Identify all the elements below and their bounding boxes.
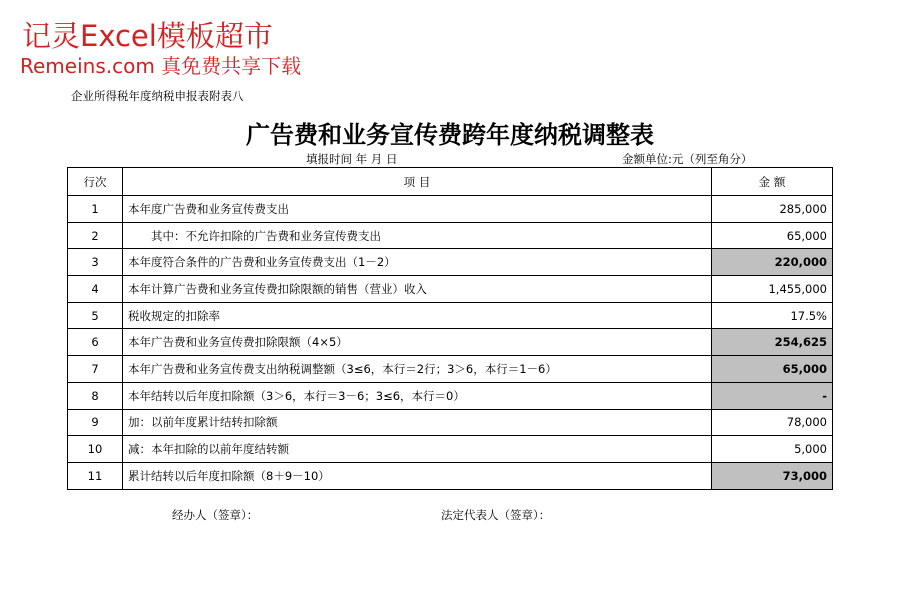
amount-cell[interactable]: 285,000: [712, 196, 833, 223]
amount-unit-label: 金额单位:元（列至角分）: [622, 152, 753, 166]
column-header-amount[interactable]: 金 额: [712, 168, 833, 196]
amount-cell[interactable]: -: [712, 382, 833, 409]
amount-cell[interactable]: 220,000: [712, 249, 833, 276]
table-row: [68, 222, 833, 249]
row-number-cell[interactable]: 8: [68, 382, 123, 409]
adjustment-table: [67, 167, 833, 490]
watermark-site: Remeins.com 真免费共享下载: [20, 54, 302, 78]
table-row: [68, 249, 833, 276]
row-number-cell[interactable]: 11: [68, 462, 123, 489]
item-cell[interactable]: 本年结转以后年度扣除额（3＞6，本行＝3－6；3≤6，本行＝0）: [123, 382, 712, 409]
item-cell[interactable]: 其中：不允许扣除的广告费和业务宣传费支出: [123, 222, 712, 249]
amount-cell[interactable]: 65,000: [712, 222, 833, 249]
item-cell[interactable]: 减：本年扣除的以前年度结转额: [123, 436, 712, 463]
table-row: [68, 462, 833, 489]
item-cell[interactable]: 累计结转以后年度扣除额（8＋9－10）: [123, 462, 712, 489]
form-title: 广告费和业务宣传费跨年度纳税调整表: [246, 120, 654, 149]
item-cell[interactable]: 本年度广告费和业务宣传费支出: [123, 196, 712, 223]
legal-rep-signature-label: 法定代表人（签章）：: [441, 508, 551, 522]
table-header-row: [68, 168, 833, 196]
row-number-cell[interactable]: 3: [68, 249, 123, 276]
amount-cell[interactable]: 17.5%: [712, 302, 833, 329]
row-number-cell[interactable]: 10: [68, 436, 123, 463]
row-number-cell[interactable]: 7: [68, 356, 123, 383]
row-number-cell[interactable]: 1: [68, 196, 123, 223]
item-cell[interactable]: 本年计算广告费和业务宣传费扣除限额的销售（营业）收入: [123, 276, 712, 303]
fill-date-label: 填报时间 年 月 日: [306, 152, 398, 166]
column-header-item[interactable]: 项 目: [123, 168, 712, 196]
table-row: [68, 436, 833, 463]
table-row: [68, 196, 833, 223]
amount-cell[interactable]: 78,000: [712, 409, 833, 436]
item-cell[interactable]: 本年度符合条件的广告费和业务宣传费支出（1－2）: [123, 249, 712, 276]
row-number-cell[interactable]: 4: [68, 276, 123, 303]
table-row: [68, 329, 833, 356]
item-cell[interactable]: 加：以前年度累计结转扣除额: [123, 409, 712, 436]
handler-signature-label: 经办人（签章）：: [172, 508, 259, 522]
table-row: [68, 276, 833, 303]
form-reference: 企业所得税年度纳税申报表附表八: [71, 89, 244, 103]
item-cell[interactable]: 本年广告费和业务宣传费支出纳税调整额（3≤6，本行＝2行；3＞6，本行＝1－6）: [123, 356, 712, 383]
amount-cell[interactable]: 254,625: [712, 329, 833, 356]
table-row: [68, 409, 833, 436]
amount-cell[interactable]: 73,000: [712, 462, 833, 489]
row-number-cell[interactable]: 9: [68, 409, 123, 436]
row-number-cell[interactable]: 5: [68, 302, 123, 329]
amount-cell[interactable]: 65,000: [712, 356, 833, 383]
item-cell[interactable]: 税收规定的扣除率: [123, 302, 712, 329]
amount-cell[interactable]: 5,000: [712, 436, 833, 463]
amount-cell[interactable]: 1,455,000: [712, 276, 833, 303]
item-cell[interactable]: 本年广告费和业务宣传费扣除限额（4×5）: [123, 329, 712, 356]
column-header-row-no[interactable]: 行次: [68, 168, 123, 196]
watermark-brand: 记灵Excel模板超市: [22, 19, 273, 53]
row-number-cell[interactable]: 6: [68, 329, 123, 356]
row-number-cell[interactable]: 2: [68, 222, 123, 249]
table-row: [68, 356, 833, 383]
table-row: [68, 382, 833, 409]
table-row: [68, 302, 833, 329]
